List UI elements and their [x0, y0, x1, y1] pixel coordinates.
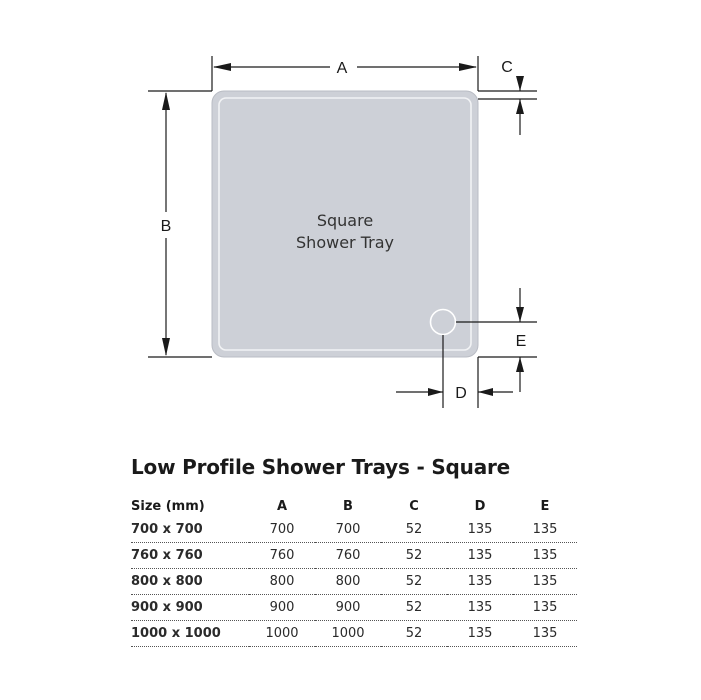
cell-e: 135: [532, 600, 558, 615]
dimension-b: [148, 91, 212, 357]
dimension-c: [478, 59, 537, 135]
tray-label-line1: Square: [316, 211, 374, 230]
header-b: B: [343, 498, 353, 514]
cell-b: 700: [335, 522, 361, 537]
dimension-d-label: D: [455, 385, 467, 402]
header-a: A: [276, 498, 288, 514]
drain-waste: [431, 310, 456, 335]
header-e: E: [540, 498, 550, 514]
cell-a: 760: [269, 548, 295, 563]
cell-c: 52: [405, 548, 423, 563]
cell-size: 760 x 760: [131, 548, 203, 563]
cell-a: 700: [269, 522, 295, 537]
dimension-a-label: A: [336, 60, 348, 77]
cell-d: 135: [467, 522, 493, 537]
cell-d: 135: [467, 574, 493, 589]
cell-b: 900: [335, 600, 361, 615]
cell-a: 800: [269, 574, 295, 589]
header-d: D: [474, 498, 486, 514]
table-row: [131, 543, 577, 569]
table-row: [131, 517, 577, 543]
header-size: Size (mm): [131, 498, 205, 514]
cell-size: 900 x 900: [131, 600, 203, 615]
cell-e: 135: [532, 626, 558, 641]
cell-e: 135: [532, 574, 558, 589]
table-row: [131, 569, 577, 595]
size-spec-section: [131, 455, 577, 647]
header-c: C: [409, 498, 419, 514]
cell-c: 52: [405, 600, 423, 615]
cell-e: 135: [532, 548, 558, 563]
dimension-c-label: C: [501, 59, 513, 76]
cell-b: 760: [335, 548, 361, 563]
cell-size: 1000 x 1000: [131, 626, 221, 641]
cell-c: 52: [405, 522, 423, 537]
tray-label-line2: Shower Tray: [296, 233, 394, 252]
cell-a: 900: [269, 600, 295, 615]
cell-b: 800: [335, 574, 361, 589]
cell-c: 52: [405, 626, 423, 641]
table-row: [131, 621, 577, 647]
table-row: [131, 595, 577, 621]
dimension-b-label: B: [160, 218, 172, 235]
dimension-a: [212, 56, 478, 91]
table-title: Low Profile Shower Trays - Square: [131, 455, 511, 479]
cell-d: 135: [467, 600, 493, 615]
cell-c: 52: [405, 574, 423, 589]
table-header-row: [131, 495, 577, 517]
cell-d: 135: [467, 626, 493, 641]
cell-d: 135: [467, 548, 493, 563]
cell-size: 800 x 800: [131, 574, 203, 589]
cell-a: 1000: [265, 626, 299, 641]
cell-size: 700 x 700: [131, 522, 203, 537]
dimension-e-label: E: [515, 333, 527, 350]
size-spec-table: [131, 495, 577, 647]
cell-b: 1000: [331, 626, 365, 641]
cell-e: 135: [532, 522, 558, 537]
